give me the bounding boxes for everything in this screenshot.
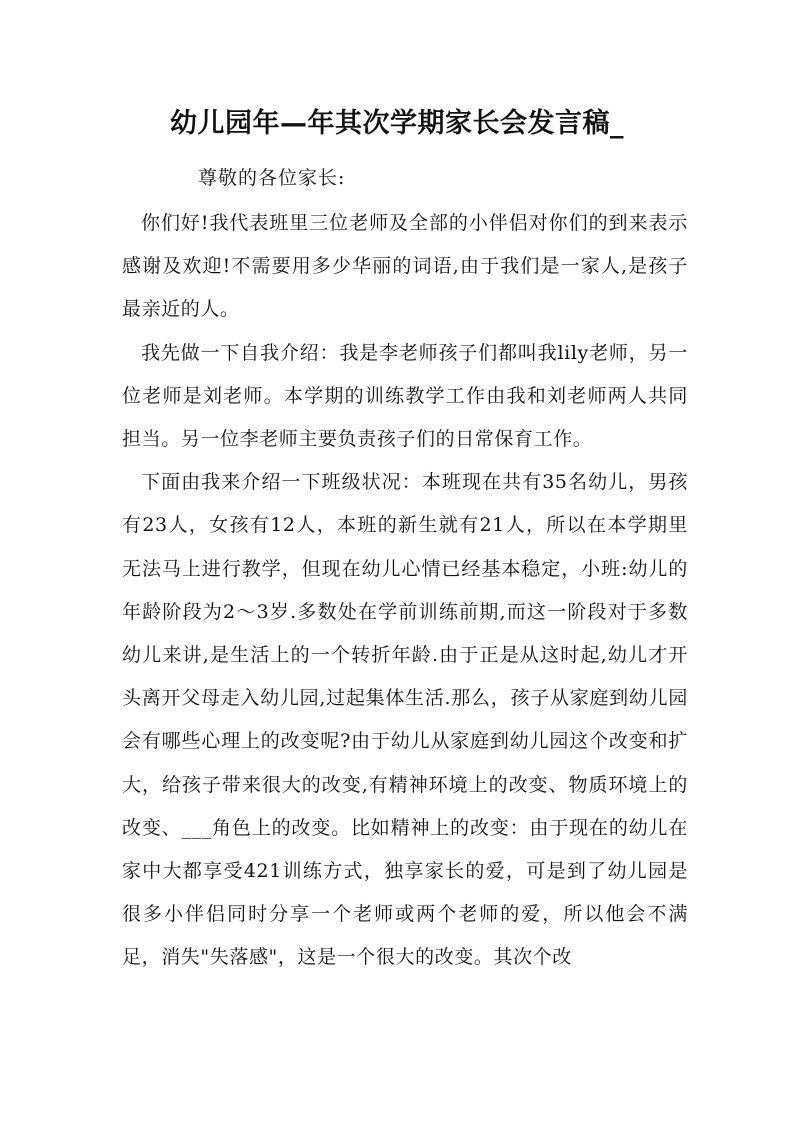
paragraph-self-introduction: 我先做一下自我介绍：我是李老师孩子们都叫我lily老师，另一位老师是刘老师。本学期的训练教学工作由我和刘老师两人共同担当。另一位李老师主要负责孩子们的日常保育工作。	[122, 341, 688, 451]
document-title: 幼儿园年—年其次学期家长会发言稿_	[170, 108, 624, 139]
salutation: 尊敬的各位家长:	[198, 167, 346, 189]
paragraph-class-situation: 下面由我来介绍一下班级状况：本班现在共有35名幼儿，男孩有23人，女孩有12人，本班的新生就有21人，所以在本学期里无法马上进行教学，但现在幼儿心情已经基本稳定，小班:幼儿的年龄阶段为2～3岁.多数处在学前训练前期,而这一阶段对于多数幼儿来讲,是生活上的一个转折年龄.由于正是从这时起,幼儿才开头离开父母走入幼儿园,过起集体生活.那么，孩子从家庭到幼儿园会有哪些心理上的改变呢?由于幼儿从家庭到幼儿园这个改变和扩大，给孩子带来很大的改变,有精神环境上的改变、物质环境上的改变、___角色上的改变。比如精神上的改变：由于现在的幼儿在家中大都享受421训练方式，独享家长的爱，可是到了幼儿园是很多小伴侣同时分享一个老师或两个老师的爱，所以他会不满足，消失"失落感"，这是一个很大的改变。其次个改	[122, 471, 688, 969]
paragraph-greeting: 你们好!我代表班里三位老师及全部的小伴侣对你们的到来表示感谢及欢迎!不需要用多少华丽的词语,由于我们是一家人,是孩子最亲近的人。	[122, 212, 688, 321]
document-body	[122, 202, 688, 980]
